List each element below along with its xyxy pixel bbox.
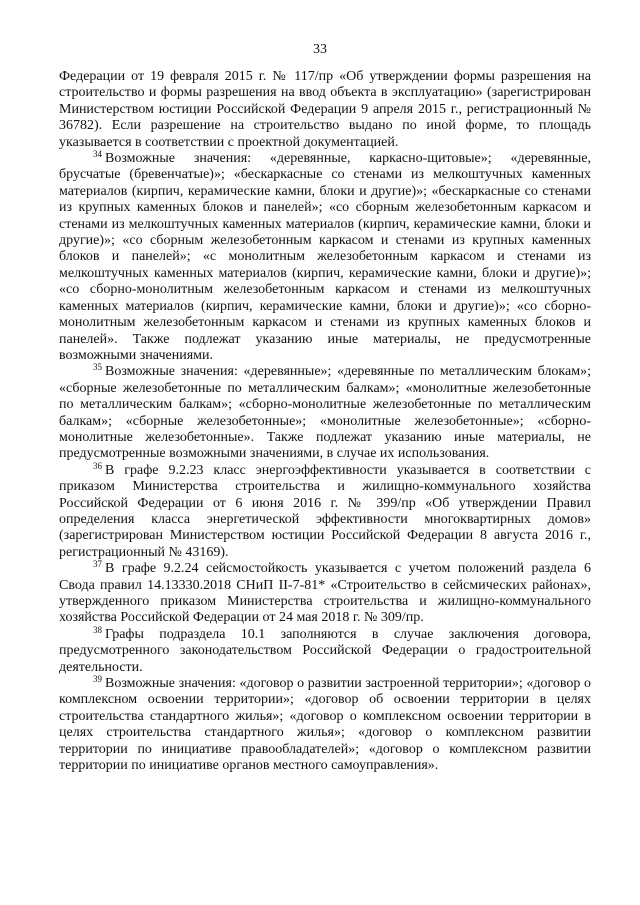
paragraph-text: Графы подраздела 10.1 заполняются в случае заключения договора, предусмотренного законодательством Российской Федерации о градостроительной деятельности. [59,626,591,675]
footnote-paragraph-35 [59,364,591,462]
footnote-paragraph-36 [59,460,591,561]
footnote-marker: 37 [93,559,102,570]
paragraph-text: Возможные значения: «договор о развитии застроенной территории»; «договор о комплексном освоении территории»; «договор об освоении территории в целях строительства стандартного жилья»; «договор о комплексном освоении территории в целях строительства стандартного жилья»; «договор о комплексном развитии территории по инициативе правообладателей»; «договор о комплексном развитии территории по инициативе органов местного самоуправления». [59,676,591,774]
paragraph-text: В графе 9.2.24 сейсмостойкость указывается с учетом положений раздела 6 Свода правил 14.13330.2018 СНиП II-7-81* «Строительство в сейсмических районах», утвержденного приказом Министерства строительства и жилищно-коммунального хозяйства Российской Федерации от 24 мая 2018 г. № 309/пр. [59,561,591,626]
paragraph-continuation [59,69,591,151]
paragraph-text: Федерации от 19 февраля 2015 г. № 117/пр «Об утверждении формы разрешения на строительство и формы разрешения на ввод объекта в эксплуатацию» (зарегистрирован Министерством юстиции Российской Федерации 9 апреля 2015 г., регистрационный № 36782). Если разрешение на строительство выдано по иной форме, то площадь указывается в соответствии с проектной документацией. [59,69,591,150]
footnote-marker: 36 [93,460,102,471]
footnote-paragraph-37 [59,561,591,627]
footnote-marker: 35 [93,362,102,373]
footnote-paragraph-34 [59,151,591,364]
footnote-marker: 38 [93,624,102,635]
paragraph-text: Возможные значения: «деревянные, каркасно-щитовые»; «деревянные, брусчатые (бревенчатые)»; «бескаркасные со стенами из мелкоштучных каменных материалов (кирпич, керамические камни, блоки и другие)»; «бескаркасные со стенами из крупных каменных блоков и панелей»; «со сборным железобетонным каркасом и стенами из мелкоштучных каменных материалов (кирпич, керамические камни, блоки и другие)»; «со сборным железобетонным каркасом и стенами из крупных каменных блоков и панелей»; «с монолитным железобетонным каркасом и стенами из мелкоштучных каменных материалов (кирпич, керамические камни, блоки и другие)»; «со сборно-монолитным железобетонным каркасом и стенами из мелкоштучных каменных материалов (кирпич, керамические камни, блоки и другие)»; «со сборно-монолитным железобетонным каркасом и стенами из крупных каменных блоков и панелей». Также подлежат указанию иные материалы, не предусмотренные возможными значениями. [59,151,591,363]
footnote-paragraph-38 [59,624,591,676]
footnote-marker: 39 [93,674,102,685]
paragraph-text: Возможные значения: «деревянные»; «деревянные по металлическим блокам»; «сборные железобетонные по металлическим балкам»; «монолитные железобетонные по металлическим балкам»; «сборно-монолитные железобетонные по металлическим балкам»; «сборные железобетонные»; «монолитные железобетонные»; «сборно-монолитные железобетонные». Также подлежат указанию иные материалы, не предусмотренные возможными значениями, в случае их использования. [59,364,591,462]
page-number: 33 [313,42,327,57]
body-text [59,69,591,774]
footnote-marker: 34 [93,149,102,160]
paragraph-text: В графе 9.2.23 класс энергоэффективности указывается в соответствии с приказом Министерства строительства и жилищно-коммунального хозяйства Российской Федерации от 6 июня 2016 г. № 399/пр «Об утверждении Правил определения класса энергетической эффективности многоквартирных домов» (зарегистрирован Министерством юстиции Российской Федерации 8 августа 2016 г., регистрационный № 43169). [59,462,591,560]
footnote-paragraph-39 [59,676,591,774]
